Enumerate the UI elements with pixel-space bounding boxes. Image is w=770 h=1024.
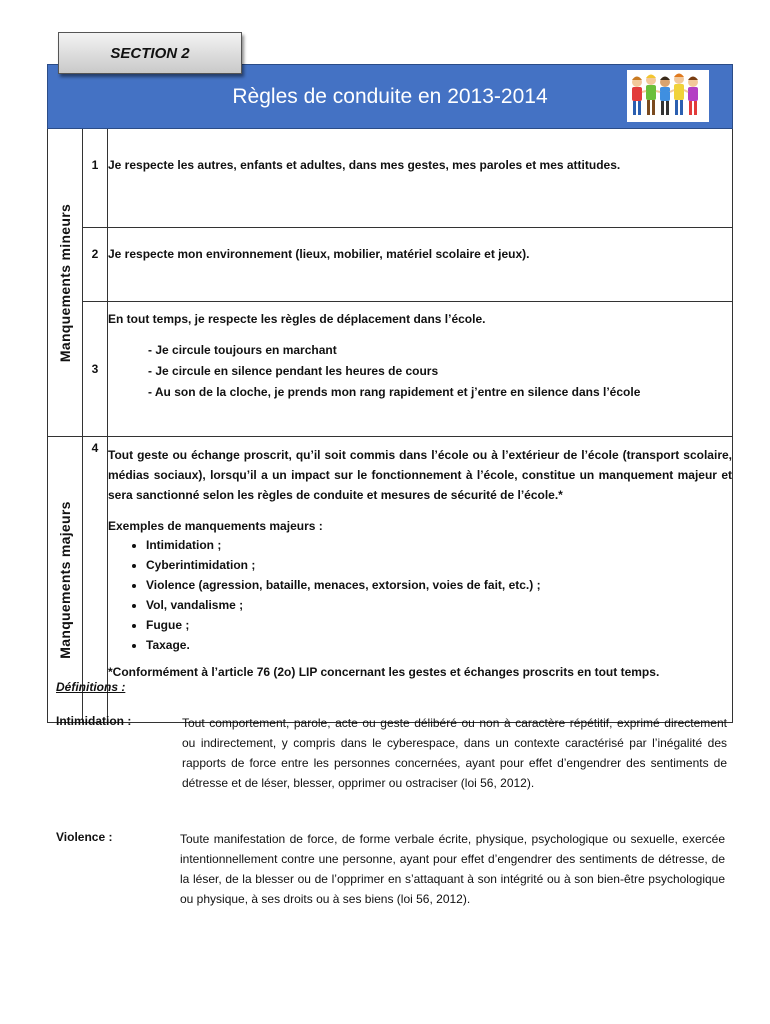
examples-title: Exemples de manquements majeurs : (108, 519, 323, 533)
definition-term: Intimidation : (56, 714, 132, 728)
page-title: Règles de conduite en 2013-2014 (232, 85, 548, 108)
definitions-title: Définitions : (56, 680, 126, 694)
rule-row (48, 129, 733, 228)
rules-table (47, 128, 733, 723)
list-item: • Fugue ; (146, 615, 732, 635)
list-item: - Je circule toujours en marchant (148, 340, 732, 361)
list-item: • Intimidation ; (146, 535, 732, 555)
group-major-label: Manquements majeurs (57, 500, 73, 659)
list-item: - Je circule en silence pendant les heures de cours (148, 361, 732, 382)
rule-description: Tout geste ou échange proscrit, qu’il soit commis dans l’école ou à l’extérieur de l’école (transport scolaire, médias sociaux), lorsqu’il a un impact sur le fonctionnement à l’école, constitue un manquement majeur et sera sanctionné selon les règles de conduite et mesures de sécurité de l’école.* (108, 448, 732, 502)
examples-list (130, 535, 732, 655)
rule-number: 1 (83, 129, 108, 228)
list-item: • Violence (agression, bataille, menaces, extorsion, voies de fait, etc.) ; (146, 575, 732, 595)
group-minor-label: Manquements mineurs (57, 203, 73, 362)
section-tab: SECTION 2 (58, 32, 242, 74)
list-item: • Cyberintimidation ; (146, 555, 732, 575)
footnote: *Conformément à l’article 76 (2o) LIP concernant les gestes et échanges proscrits en tout temps. (108, 665, 660, 679)
rule-number: 3 (83, 302, 108, 437)
definition-term: Violence : (56, 830, 113, 844)
definition-text: Toute manifestation de force, de forme verbale écrite, physique, psychologique ou sexuelle, exercée intentionnellement contre une personne, ayant pour effet d’engendrer des sentiments de détresse, de la léser, de la blesser ou de l’opprimer en s’attaquant à son intégrité ou à son bien-être psychologique ou physique, à ses droits ou à ses biens (loi 56, 2012). (180, 832, 725, 906)
rule-row (48, 228, 733, 302)
rule-intro: En tout temps, je respecte les règles de déplacement dans l’école. (108, 312, 486, 326)
rule-number: 4 (83, 437, 108, 723)
definition-text: Tout comportement, parole, acte ou geste délibéré ou non à caractère répétitif, exprimé directement ou indirectement, y compris dans le cyberespace, dans un contexte caractérisé par l’inégalité des rapports de force entre les personnes concernées, ayant pour effet d’engendrer des sentiments de détresse et de léser, blesser, opprimer ou ostraciser (loi 56, 2012). (182, 716, 727, 790)
list-item: - Au son de la cloche, je prends mon rang rapidement et j’entre en silence dans l’école (148, 382, 732, 403)
list-item: • Taxage. (146, 635, 732, 655)
rule-text: Je respecte les autres, enfants et adultes, dans mes gestes, mes paroles et mes attitudes. (108, 129, 733, 228)
rule-row (48, 302, 733, 437)
rule-text (108, 437, 733, 723)
rule-number: 2 (83, 228, 108, 302)
rule-text (108, 302, 733, 437)
group-minor (48, 129, 83, 437)
children-clipart-image (627, 70, 709, 122)
rule-row (48, 437, 733, 723)
rule-text: Je respecte mon environnement (lieux, mobilier, matériel scolaire et jeux). (108, 228, 733, 302)
movement-rules-list (148, 340, 732, 403)
list-item: • Vol, vandalisme ; (146, 595, 732, 615)
